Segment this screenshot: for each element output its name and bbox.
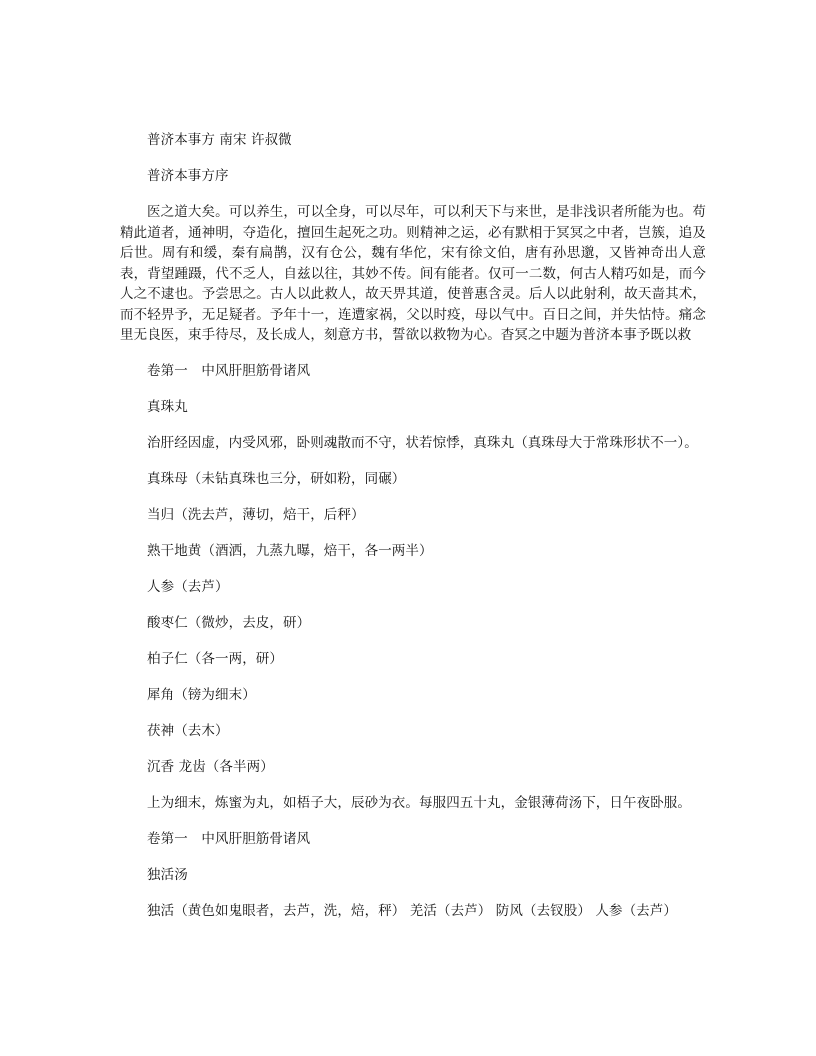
- ingredient-line: 真珠母（未钻真珠也三分，研如粉，同碾）: [147, 470, 406, 487]
- ingredient-line: 熟干地黄（酒洒，九蒸九曝，焙干，各一两半）: [147, 542, 433, 559]
- document-page: [120, 130, 706, 937]
- recipe-usage-zhenzhu: 上为细末，炼蜜为丸，如梧子大，辰砂为衣。每服四五十丸，金银薄荷汤下，日午夜卧服。: [147, 794, 691, 811]
- document-header: 普济本事方 南宋 许叔微: [147, 132, 292, 148]
- ingredient-line: 沉香 龙齿（各半两）: [147, 758, 274, 775]
- preface-paragraph: 医之道大矣。可以养生，可以全身，可以尽年，可以利天下与来世，是非浅识者所能为也。苟精此道者，通神明，夺造化，擅回生起死之功。则精神之运，必有默相于冥冥之中者，岂簇，追及后世。周有和缓，秦有扁鹊，汉有仓公，魏有华佗，宋有徐文伯，唐有孙思邈，又皆神奇出人意表，背望踵蹑，代不乏人，自兹以往，其妙不传。间有能者。仅可一二数，何古人精巧如是，而今人之不逮也。予尝思之。古人以此救人，故天畀其道，使普惠含灵。后人以此射利，故天啬其术，而不轻畀予，无足疑者。予年十一，连遭家祸，父以时疫，母以气中。百日之间，并失怙恃。痛念里无良医，束手待尽，及长成人，刻意方书，誓欲以救物为心。杳冥之中题为普济本事予既以救: [120, 204, 706, 343]
- section-heading-1: 卷第一 中风肝胆筋骨诸风: [147, 362, 311, 379]
- ingredient-line: 当归（洗去芦，薄切，焙干，后秤）: [147, 506, 365, 523]
- recipe-title-duhuo: 独活汤: [147, 866, 188, 883]
- recipe-ingredients-duhuo: 独活（黄色如鬼眼者，去芦，洗，焙，秤） 羌活（去芦） 防风（去钗股） 人参（去芦）: [147, 902, 677, 919]
- ingredient-line: 犀角（镑为细末）: [147, 686, 256, 703]
- ingredient-line: 人参（去芦）: [147, 578, 229, 595]
- ingredient-line: 茯神（去木）: [147, 722, 229, 739]
- preface-title: 普济本事方序: [147, 168, 229, 184]
- ingredient-line: 酸枣仁（微炒，去皮，研）: [147, 614, 311, 631]
- recipe-title-zhenzhu: 真珠丸: [147, 398, 188, 415]
- ingredient-line: 柏子仁（各一两，研）: [147, 650, 283, 667]
- section-heading-2: 卷第一 中风肝胆筋骨诸风: [147, 830, 311, 847]
- recipe-description-zhenzhu: 治肝经因虚，内受风邪，卧则魂散而不守，状若惊悸，真珠丸（真珠母大于常珠形状不一）。: [147, 434, 698, 451]
